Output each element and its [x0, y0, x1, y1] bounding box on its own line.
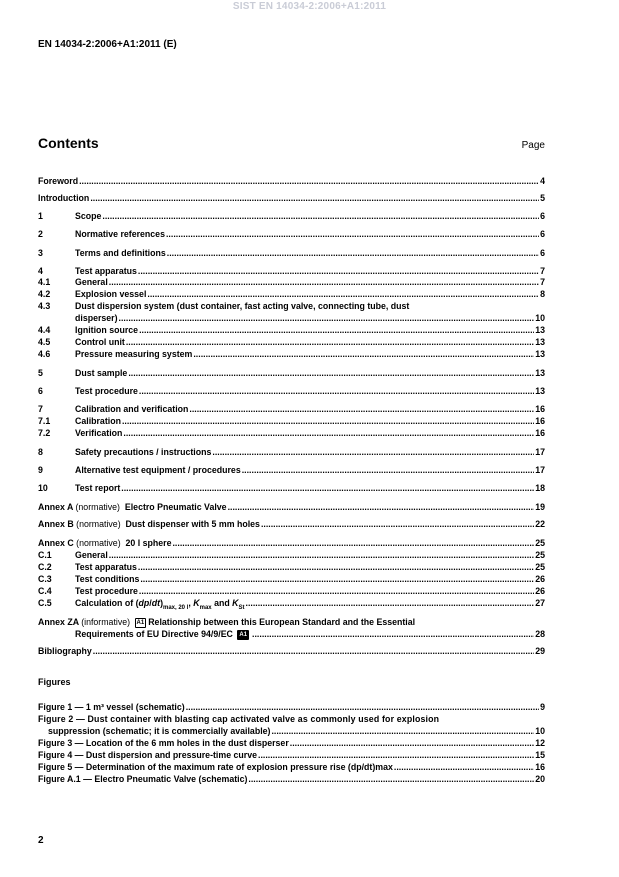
- toc-entry-c5-calculation[interactable]: C.5 Calculation of $(dp/dt)_{max, 20 l}$, $K_{max}$ and $K_{St}$ ..... 27: [38, 598, 545, 609]
- page-column-label: Page: [521, 140, 545, 151]
- toc-entry-ignition-source[interactable]: 4.4 Ignition source ..... 13: [38, 325, 545, 336]
- toc-entry-test-procedure[interactable]: 6 Test procedure ..... 13: [38, 386, 545, 397]
- page-number: 2: [38, 835, 44, 846]
- document-identifier: EN 14034-2:2006+A1:2011 (E): [38, 39, 177, 50]
- toc-entry-dust-dispersion-system[interactable]: 4.3 Dust dispersion system (dust container, fast acting valve, connecting tube, dust: [38, 301, 410, 311]
- figure-entry-1[interactable]: Figure 1 — 1 m³ vessel (schematic) ..... 9: [38, 702, 545, 713]
- amendment-start-marker: A1: [136, 620, 145, 626]
- toc-entry-explosion-vessel[interactable]: 4.2 Explosion vessel ..... 8: [38, 289, 545, 300]
- toc-entry-calibration[interactable]: 7.1 Calibration ..... 16: [38, 416, 545, 427]
- figure-entry-2-cont[interactable]: suppression (schematic; it is commercially available) ..... 10: [38, 726, 545, 737]
- figure-entry-4[interactable]: Figure 4 — Dust dispersion and pressure-time curve ..... 15: [38, 750, 545, 761]
- figures-heading: Figures: [38, 677, 71, 687]
- toc-entry-c4-test-procedure[interactable]: C.4 Test procedure ..... 26: [38, 586, 545, 597]
- toc-entry-4-1-general[interactable]: 4.1 General ..... 7: [38, 277, 545, 288]
- toc-entry-scope[interactable]: 1 Scope ..... 6: [38, 211, 545, 222]
- toc-entry-annex-za-cont[interactable]: Requirements of EU Directive 94/9/EC A1 ..... 28: [38, 629, 545, 640]
- toc-entry-alternative-test-equipment[interactable]: 9 Alternative test equipment / procedures ..... 17: [38, 465, 545, 476]
- toc-entry-foreword[interactable]: Foreword ..... 4: [38, 176, 545, 187]
- toc-entry-c1-general[interactable]: C.1 General ..... 25: [38, 550, 545, 561]
- c5-title-formatted: Calculation of $(dp/dt)_{max, 20 l}$, $K_{max}$ and $K_{St}$: [75, 598, 245, 611]
- toc-entry-c2-test-apparatus[interactable]: C.2 Test apparatus ..... 25: [38, 562, 545, 573]
- toc-entry-test-apparatus[interactable]: 4 Test apparatus ..... 7: [38, 266, 545, 277]
- toc-entry-annex-b[interactable]: Annex B (normative) Dust dispenser with 5 mm holes ..... 22: [38, 519, 545, 530]
- figure-entry-5[interactable]: Figure 5 — Determination of the maximum rate of explosion pressure rise (dp/dt)max ..... 16: [38, 762, 545, 773]
- toc-entry-verification[interactable]: 7.2 Verification ..... 16: [38, 428, 545, 439]
- watermark: SIST EN 14034-2:2006+A1:2011: [232, 1, 387, 12]
- toc-entry-bibliography[interactable]: Bibliography ..... 29: [38, 646, 545, 657]
- toc-entry-dust-dispersion-system-cont[interactable]: disperser) ..... 10: [38, 313, 545, 324]
- toc-entry-safety-precautions[interactable]: 8 Safety precautions / instructions ..... 17: [38, 447, 545, 458]
- toc-entry-calibration-and-verification[interactable]: 7 Calibration and verification ..... 16: [38, 404, 545, 415]
- figure-entry-3[interactable]: Figure 3 — Location of the 6 mm holes in the dust disperser ..... 12: [38, 738, 545, 749]
- toc-entry-pressure-measuring-system[interactable]: 4.6 Pressure measuring system ..... 13: [38, 349, 545, 360]
- toc-entry-annex-c[interactable]: Annex C (normative) 20 l sphere ..... 25: [38, 538, 545, 549]
- toc-entry-control-unit[interactable]: 4.5 Control unit ..... 13: [38, 337, 545, 348]
- toc-entry-c3-test-conditions[interactable]: C.3 Test conditions ..... 26: [38, 574, 545, 585]
- toc-entry-introduction[interactable]: Introduction ..... 5: [38, 193, 545, 204]
- figure-entry-a1[interactable]: Figure A.1 — Electro Pneumatic Valve (schematic) ..... 20: [38, 774, 545, 785]
- toc-entry-dust-sample[interactable]: 5 Dust sample ..... 13: [38, 368, 545, 379]
- contents-heading: Contents: [38, 135, 99, 151]
- figure-entry-2[interactable]: Figure 2 — Dust container with blasting cap activated valve as commonly used for explosion: [38, 714, 440, 724]
- toc-entry-normative-references[interactable]: 2 Normative references ..... 6: [38, 229, 545, 240]
- amendment-end-marker: A1: [239, 632, 248, 638]
- toc-entry-terms-and-definitions[interactable]: 3 Terms and definitions ..... 6: [38, 248, 545, 259]
- toc-entry-test-report[interactable]: 10 Test report ..... 18: [38, 483, 545, 494]
- toc-entry-annex-a[interactable]: Annex A (normative) Electro Pneumatic Valve ..... 19: [38, 502, 545, 513]
- toc-entry-annex-za[interactable]: Annex ZA (informative) A1 Relationship between this European Standard and the Essential: [38, 617, 416, 627]
